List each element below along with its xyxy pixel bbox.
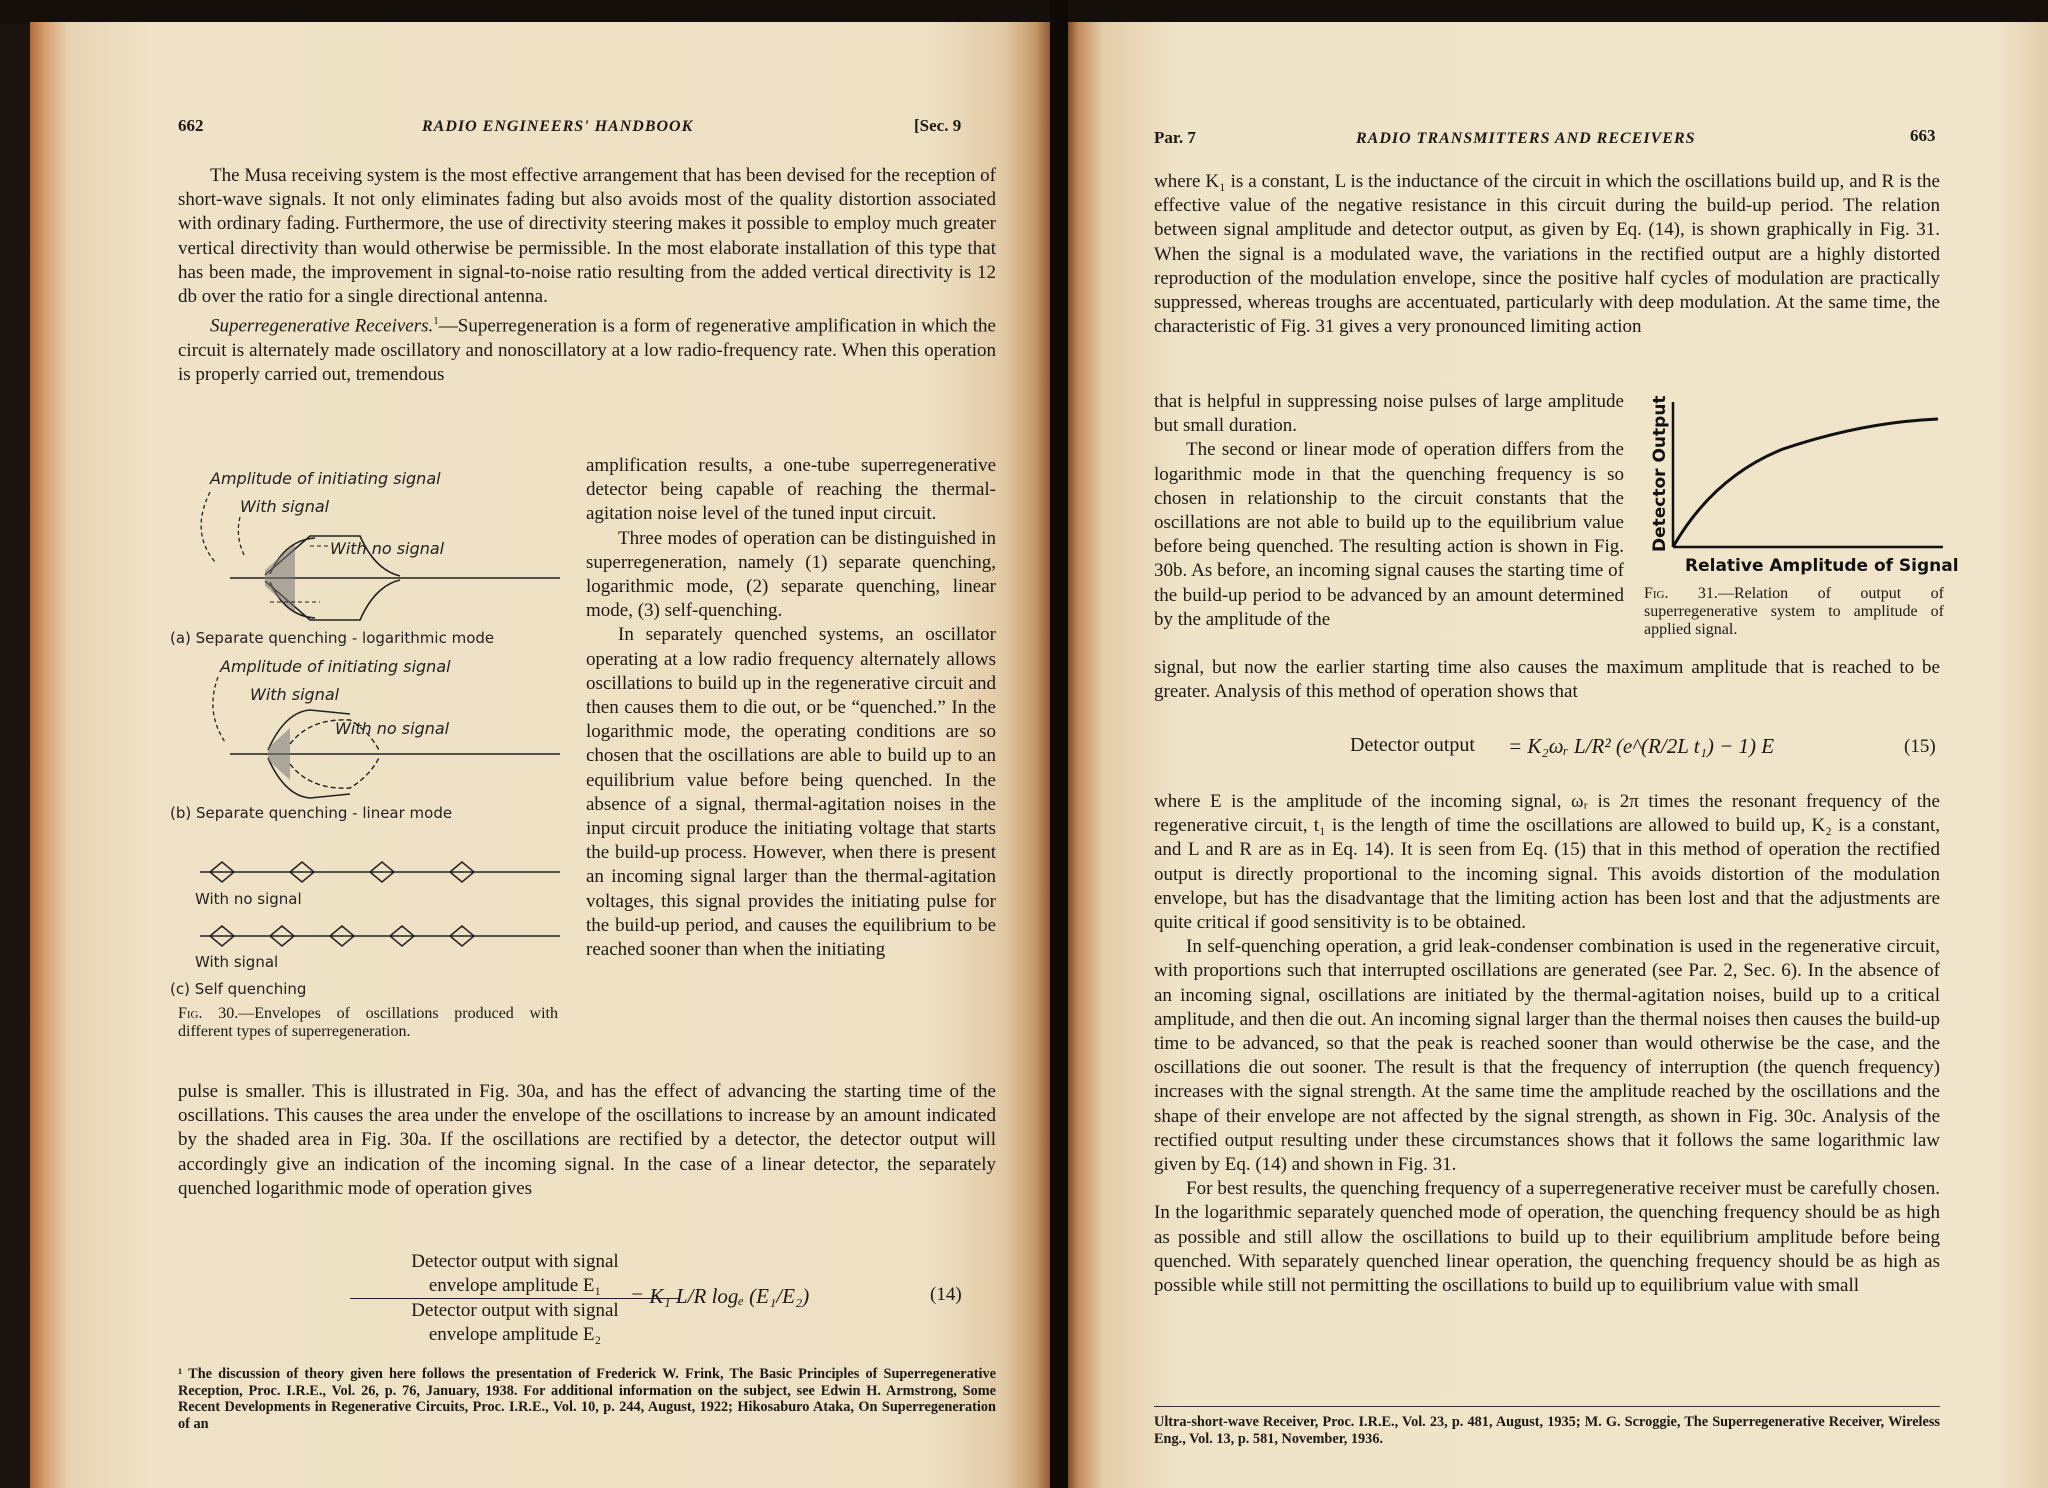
- right-page: [1068, 22, 2048, 1488]
- right-par-ref: Par. 7: [1154, 128, 1196, 147]
- footnote-rule: [1154, 1406, 1940, 1407]
- right-bottom-text: [1154, 790, 1940, 1298]
- right-paragraph-2-cont: signal, but now the earlier starting time also causes the maximum amplitude that is reached to be greater. Analysis of this method of operation shows that: [1154, 657, 1940, 703]
- right-footnote: Ultra-short-wave Receiver, Proc. I.R.E., Vol. 23, p. 481, August, 1935; M. G. Scroggie, The Superregenerative Receiver, Wireless Eng., Vol. 13, p. 581, November, 1936.: [1154, 1414, 1940, 1447]
- right-page-number: 663: [1910, 126, 1936, 145]
- right-paragraph-5: For best results, the quenching frequency of a superregenerative receiver must be carefully chosen. In the logarithmic separately quenched mode of operation, the quenching frequency should be as high as possible and still allow the oscillations to build up to their equilibrium amplitude before being quenched. With separately quenched linear operation, the quenching frequency should be as high as possible while still not permitting the oscillations to build up to equilibrium value with small: [1154, 1178, 1940, 1297]
- right-paragraph-4: In self-quenching operation, a grid leak-condenser combination is used in the regenerative circuit, with proportions such that interrupted oscillations are generated (see Par. 2, Sec. 6). In the absence of an incoming signal, oscillations are initiated by the thermal-agitation noises, build up to a critical amplitude, and then die out. An incoming signal larger than the thermal noises then causes the build-up time to be advanced, so that the peak is reached sooner than would otherwise be the case, and the oscillations die out sooner. The result is that the frequency of interruption (the quench frequency) increases with the signal strength. At the same time the amplitude reached by the oscillations and the shape of their envelope are not affected by the signal strength, as shown in Fig. 30c. Analysis of the rectified output resulting under these circumstances shows that it follows the same logarithmic law given by Eq. (14) and shown in Fig. 31.: [1154, 936, 1940, 1176]
- left-bottom-text: [178, 1080, 996, 1201]
- eq15-lhs: Detector output: [1350, 734, 1475, 756]
- fig30a-diagram: [170, 469, 560, 647]
- eq14-number: (14): [930, 1284, 962, 1305]
- right-running-head: RADIO TRANSMITTERS AND RECEIVERS: [1356, 130, 1696, 147]
- book-spine: [1050, 0, 1068, 1488]
- fig30a-label-no-signal: With no signal: [330, 539, 445, 558]
- fig30a-label-initiating: Amplitude of initiating signal: [210, 469, 441, 488]
- eq14-den2: envelope amplitude E₂: [428, 1324, 602, 1345]
- left-footnote: ¹ The discussion of theory given here follows the presentation of Frederick W. Frink, The Basic Principles of Superregenerative Reception, Proc. I.R.E., Vol. 26, p. 76, January, 1938. For additional information on the subject, see Edwin H. Armstrong, Some Recent Developments in Regenerative Circuits, Proc. I.R.E., Vol. 10, p. 244, August, 1922; Hikosaburo Ataka, On Superregeneration of an: [178, 1366, 996, 1432]
- eq14-den1: Detector output with signal: [411, 1300, 619, 1321]
- fig30-caption-text: —Envelopes of oscillations produced with different types of superregeneration.: [178, 1005, 558, 1040]
- superregen-intro: —Superregeneration is a form of regenerative amplification in which the circuit is alternately made oscillatory and nonoscillatory at a low radio-frequency rate. When this operation is properly carried out, tremendous: [178, 315, 996, 385]
- fig30b-label-with-signal: With signal: [250, 685, 340, 704]
- superregen-title: Superregenerative Receivers.: [210, 315, 434, 337]
- right-paragraph-1: where K₁ is a constant, L is the inductance of the circuit in which the oscillations build up, and R is the effective value of the negative resistance in this circuit during the build-up period. The relation between signal amplitude and detector output, as given by Eq. (14), is shown graphically in Fig. 31. When the signal is a modulated wave, the variations in the rectified output are a highly distorted reproduction of the modulation envelope, since the positive half cycles of modulation are practically suppressed, whereas troughs are accentuated, particularly with deep modulation. At the same time, the characteristic of Fig. 31 gives a very pronounced limiting action: [1154, 171, 1940, 338]
- superregen-paragraph: [178, 309, 996, 387]
- fig30c-diagram: [170, 862, 560, 998]
- fig31-ylabel: Detector Output: [1650, 395, 1670, 552]
- left-page-number: 662: [178, 116, 204, 135]
- figure-30: [170, 462, 570, 1062]
- fig30-label: Fig. 30.: [178, 1005, 239, 1022]
- fig31-caption: [1644, 585, 1944, 639]
- fig30b-label-initiating: Amplitude of initiating signal: [220, 657, 451, 676]
- fig30b-label-no-signal: With no signal: [335, 719, 450, 738]
- fig30b-diagram: [170, 657, 560, 822]
- col-paragraph-3: In separately quenched systems, an oscillator operating at a low radio frequency alternately allows oscillations to build up in the regenerative circuit and then causes them to die out, or be “quenched.” In the logarithmic mode, the operating conditions are so chosen that the oscillations are able to build up to an equilibrium value before being quenched. In the absence of a signal, thermal-agitation noises in the input circuit produce the initiating voltage that starts the build-up process. However, when there is present an incoming signal larger than the thermal-agitation voltages, this signal provides the initiating pulse for the build-up period, and causes the equilibrium to be reached sooner than when the initiating: [586, 624, 996, 961]
- right-column-text: [1154, 390, 1624, 632]
- fig30a-caption: (a) Separate quenching - logarithmic mode: [170, 629, 495, 647]
- fig30a-label-with-signal: With signal: [240, 497, 330, 516]
- footnote-ref: 1: [433, 315, 439, 328]
- right-paragraph-1-cont: that is helpful in suppressing noise pulses of large amplitude but small duration.: [1154, 391, 1624, 437]
- fig30-caption: [178, 1005, 558, 1041]
- fig31-xlabel: Relative Amplitude of Signal: [1685, 556, 1959, 576]
- fig30c-label-with-signal: With signal: [195, 953, 279, 971]
- left-column-text: [586, 454, 996, 962]
- eq14-num2: envelope amplitude E₁: [350, 1274, 680, 1299]
- right-top-text: [1154, 170, 1940, 339]
- right-para2-cont: [1154, 656, 1940, 704]
- eq15-rhs: = K₂ωᵣ L/R² (e^(R/2L t₁) − 1) E: [1508, 734, 1775, 758]
- col-paragraph-1: amplification results, a one-tube superregenerative detector being capable of reaching the thermal-agitation noise level of the tuned input circuit.: [586, 455, 996, 525]
- right-paragraph-2: The second or linear mode of operation differs from the logarithmic mode in that the quenching frequency is so chosen in relationship to the circuit constants that the oscillations are not able to build up to the equilibrium value before being quenched. The resulting action is shown in Fig. 30b. As before, an incoming signal causes the starting time of the build-up period to be advanced by an amount determined by the amplitude of the: [1154, 439, 1624, 630]
- fig30c-caption: (c) Self quenching: [170, 980, 307, 998]
- fig31-caption-text: —Relation of output of superregenerative system to amplitude of applied signal.: [1644, 585, 1944, 638]
- fig30c-label-no-signal: With no signal: [195, 890, 302, 908]
- fig31-label: Fig. 31.: [1644, 585, 1718, 602]
- left-running-head: RADIO ENGINEERS' HANDBOOK: [422, 118, 694, 135]
- left-page: [30, 22, 1050, 1488]
- left-section-ref: [Sec. 9: [914, 116, 962, 135]
- background-top: [0, 0, 2048, 24]
- figure-31: [1643, 395, 1959, 597]
- fig31-curve: [1673, 419, 1938, 547]
- logarithmic-paragraph: pulse is smaller. This is illustrated in Fig. 30a, and has the effect of advancing the starting time of the oscillations. This causes the area under the envelope of the oscillations to increase by an amount indicated by the shaded area in Fig. 30a. If the oscillations are rectified by a detector, the detector output will accordingly give an indication of the incoming signal. In the case of a linear detector, the separately quenched logarithmic mode of operation gives: [178, 1081, 996, 1199]
- musa-paragraph: The Musa receiving system is the most effective arrangement that has been devised for the reception of short-wave signals. It not only eliminates fading but also avoids most of the quality distortion associated with ordinary fading. Furthermore, the use of directivity steering makes it possible to employ much greater vertical directivity than would otherwise be permissible. In the most elaborate installation of this type that has been made, the improvement in signal-to-noise ratio resulting from the added vertical directivity is 12 db over the ratio for a single directional antenna.: [178, 165, 996, 308]
- eq14-rhs: = K₁ L/R logₑ (E₁/E₂): [630, 1284, 810, 1308]
- right-paragraph-3: where E is the amplitude of the incoming signal, ωᵣ is 2π times the resonant frequency of the regenerative circuit, t₁ is the length of time the oscillations are allowed to build up, K₂ is a constant, and L and R are as in Eq. 14). It is seen from Eq. (15) that in this method of operation the rectified output is directly proportional to the incoming signal. This avoids distortion of the modulation envelope, but has the disadvantage that the limiting action has been lost and that the adjustments are quite critical if good sensitivity is to be obtained.: [1154, 791, 1940, 934]
- eq14-num1: Detector output with signal: [411, 1251, 619, 1272]
- col-paragraph-2: Three modes of operation can be distinguished in superregeneration, namely (1) separate quenching, logarithmic mode, (2) separate quenching, linear mode, (3) self-quenching.: [586, 527, 996, 622]
- left-top-text: [178, 164, 996, 387]
- eq15-number: (15): [1904, 736, 1936, 757]
- fig30b-caption: (b) Separate quenching - linear mode: [170, 804, 453, 822]
